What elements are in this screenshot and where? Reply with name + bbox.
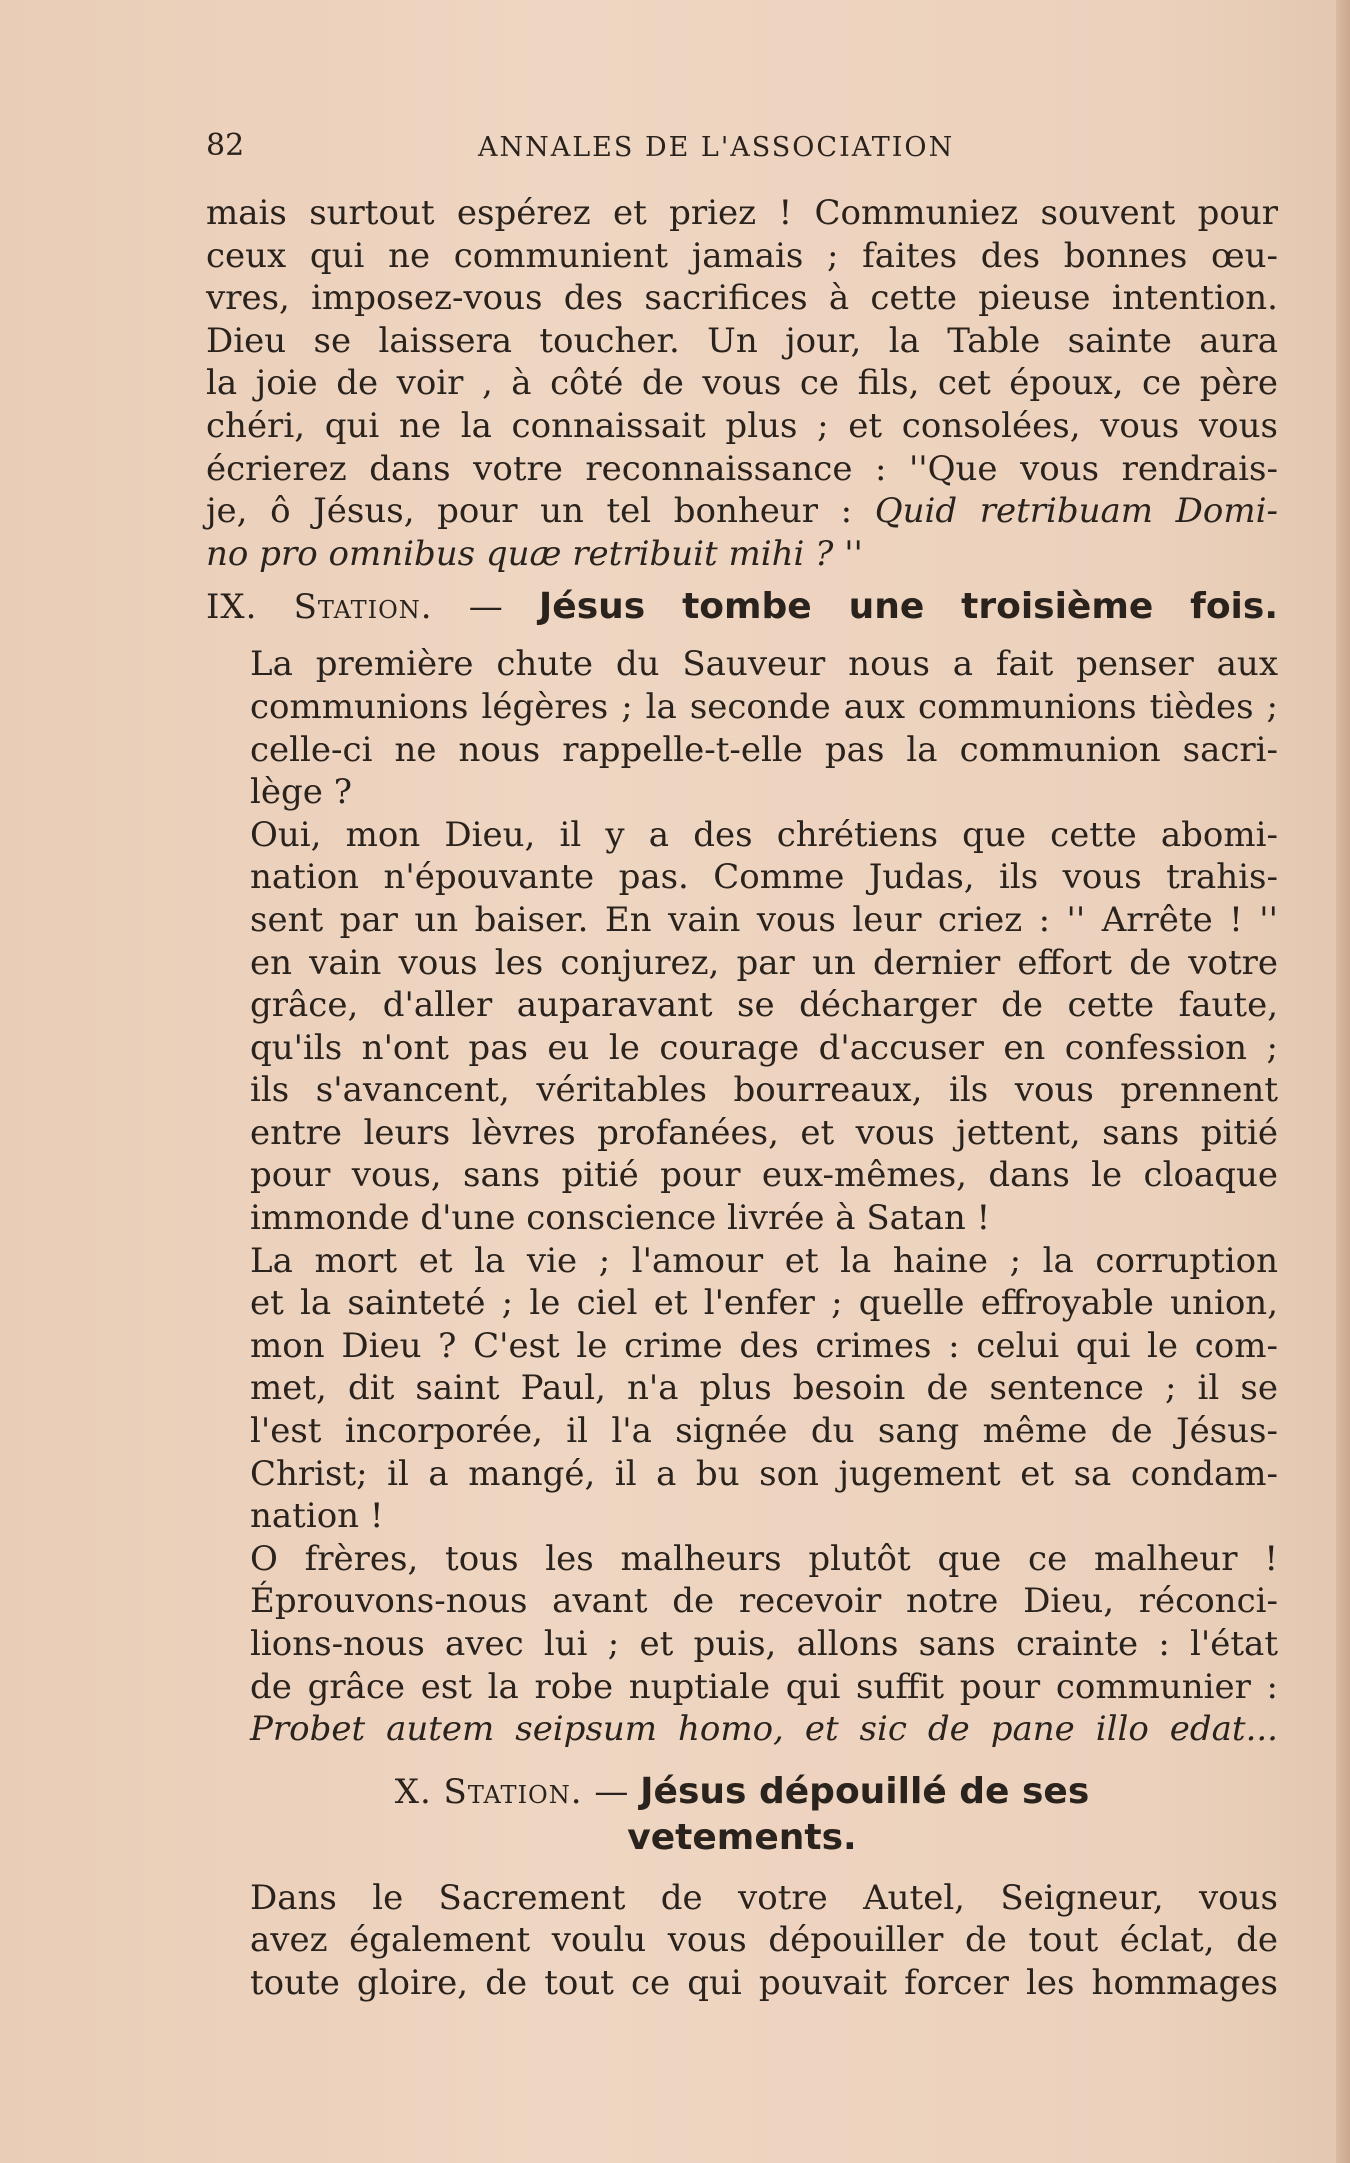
text-line: met, dit saint Paul, n'a plus besoin de sentence ; il se	[250, 1368, 1278, 1409]
text-line	[206, 533, 1278, 576]
paragraph-6	[206, 1877, 1278, 2005]
text-line: immonde d'une conscience livrée à Satan !	[250, 1198, 991, 1239]
text-line: La mort et la vie ; l'amour et la haine ; la corruption	[250, 1240, 1278, 1281]
section-heading-x	[206, 1769, 1278, 1861]
text-line: mais surtout espérez et priez ! Communiez souvent pour	[206, 193, 1278, 233]
text-line: sent par un baiser. En vain vous leur criez : '' Arrête ! ''	[250, 899, 1278, 940]
text-line: vres, imposez-vous des sacrifices à cette pieuse intention.	[206, 278, 1278, 319]
latin-quote: no pro omnibus quæ retribuit mihi ?	[206, 533, 834, 574]
heading-line	[206, 1815, 1278, 1861]
latin-quote: Probet autem seipsum homo, et sic de pane illo edat...	[250, 1709, 1278, 1750]
paragraph-2	[206, 643, 1278, 813]
text-line: ceux qui ne communient jamais ; faites des bonnes œu-	[206, 235, 1278, 276]
text-line: communions légères ; la seconde aux communions tièdes ;	[250, 686, 1278, 727]
page-number: 82	[206, 128, 245, 163]
text-line: en vain vous les conjurez, par un dernier effort de votre	[250, 942, 1278, 983]
text-line: nation !	[250, 1496, 384, 1537]
station-number: X. Station. —	[394, 1771, 630, 1812]
text-line: avez également voulu vous dépouiller de tout éclat, de	[250, 1920, 1278, 1961]
text-line: ils s'avancent, véritables bourreaux, ils vous prennent	[250, 1070, 1278, 1111]
text-line: Dans le Sacrement de votre Autel, Seigneur, vous	[250, 1877, 1278, 1918]
paragraph-4	[206, 1240, 1278, 1538]
text-line: mon Dieu ? C'est le crime des crimes : celui qui le com-	[250, 1325, 1278, 1366]
station-title: Jésus tombe une troisième fois.	[538, 586, 1278, 628]
text-line: La première chute du Sauveur nous a fait penser aux	[250, 644, 1278, 685]
paragraph-1	[206, 192, 1278, 575]
running-head: ANNALES DE L'ASSOCIATION	[478, 132, 955, 163]
latin-quote: Quid retribuam Domi-	[874, 491, 1278, 532]
page-edge	[1336, 0, 1350, 2163]
text-line: l'est incorporée, il l'a signée du sang même de Jésus-	[250, 1411, 1278, 1452]
text-line: celle-ci ne nous rappelle-t-elle pas la communion sacri-	[250, 729, 1278, 770]
station-title: Jésus dépouillé de ses	[640, 1770, 1090, 1812]
text-line: Dieu se laissera toucher. Un jour, la Table sainte aura	[206, 320, 1278, 361]
heading-line	[206, 1769, 1278, 1815]
text-fragment: je, ô Jésus, pour un tel bonheur :	[206, 491, 875, 532]
text-fragment: ''	[833, 533, 863, 574]
text-line: écrierez dans votre reconnaissance : ''Que vous rendrais-	[206, 448, 1278, 489]
text-line: Christ; il a mangé, il a bu son jugement et sa condam-	[250, 1453, 1278, 1494]
station-number: IX. Station. —	[206, 587, 504, 628]
text-line: lions-nous avec lui ; et puis, allons sans crainte : l'état	[250, 1624, 1278, 1664]
text-line: et la sainteté ; le ciel et l'enfer ; quelle effroyable union,	[250, 1283, 1278, 1324]
text-line: la joie de voir , à côté de vous ce fils, cet époux, ce père	[206, 363, 1278, 404]
text-line: entre leurs lèvres profanées, et vous jettent, sans pitié	[250, 1112, 1278, 1153]
text-line: Oui, mon Dieu, il y a des chrétiens que cette abomi-	[250, 814, 1278, 855]
text-line: de grâce est la robe nuptiale qui suffit pour communier :	[250, 1666, 1278, 1707]
body-text	[206, 192, 1278, 2005]
text-line: lège ?	[250, 772, 352, 813]
text-line: Éprouvons-nous avant de recevoir notre Dieu, réconci-	[250, 1581, 1278, 1622]
text-line: O frères, tous les malheurs plutôt que ce malheur !	[250, 1538, 1278, 1579]
text-line: nation n'épouvante pas. Comme Judas, ils vous trahis-	[250, 857, 1278, 898]
station-title-continued: vetements.	[627, 1816, 857, 1858]
paragraph-5	[206, 1538, 1278, 1751]
page-header	[206, 128, 1278, 168]
text-line: grâce, d'aller auparavant se décharger de cette faute,	[250, 985, 1278, 1026]
text-line: toute gloire, de tout ce qui pouvait forcer les hommages	[250, 1962, 1278, 2003]
text-line: chéri, qui ne la connaissait plus ; et consolées, vous vous	[206, 405, 1278, 446]
text-line: qu'ils n'ont pas eu le courage d'accuser en confession ;	[250, 1027, 1278, 1068]
section-heading-ix	[206, 585, 1278, 629]
text-line: pour vous, sans pitié pour eux-mêmes, dans le cloaque	[250, 1155, 1278, 1196]
paragraph-3	[206, 814, 1278, 1240]
text-line	[206, 490, 1278, 533]
